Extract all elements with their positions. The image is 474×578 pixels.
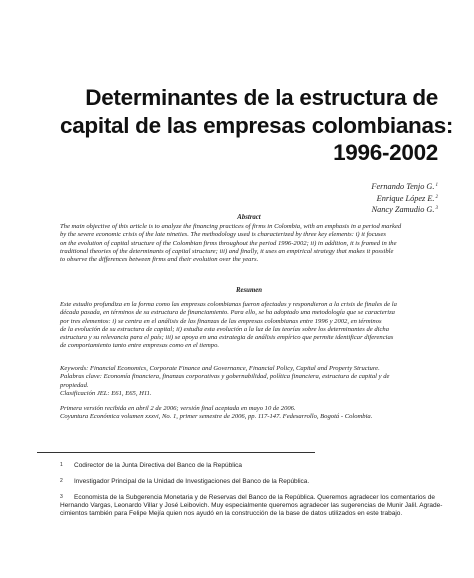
text-line: Palabras clave: Economía financiera, finanzas corporativas y gobernabilidad, política financiera, estructura de capital y de (60, 373, 390, 381)
text-line: estructura y su relevancia para el país; iii) se apoya en una estrategia de análisis empírico que permite identificar diferencias (60, 334, 394, 342)
abstract-body (60, 223, 438, 264)
text-line: cimientos también para Felipe Mejía quien nos ayudó en la construcción de la base de datos utilizados en este trabajo. (60, 510, 403, 518)
text-line: on the evolution of capital structure of the Colombian firms throughout the period 1996-2002; ii) in addition, it is framed in the (60, 239, 397, 247)
publication-dates (60, 405, 438, 422)
footnote-text: Codirector de la Junta Directiva del Banco de la República (74, 462, 243, 469)
text-line: Economista de la Subgerencia Monetaria y de Reservas del Banco de la República. Queremos agradecer los comentarios de (74, 494, 435, 501)
footnote-marker[interactable]: 3 (435, 206, 438, 212)
author-entry (371, 181, 438, 193)
text-line: traditional theories of the determinants of capital structure; iii) and finally, it uses an empirical strategy that makes it possible (60, 247, 394, 255)
footnote-number: 2 (60, 478, 63, 484)
author-name: Nancy Zamudio G. (371, 205, 435, 215)
footnote-text: Investigador Principal de la Unidad de Investigaciones del Banco de la República. (74, 478, 310, 485)
footnote-marker[interactable]: 2 (435, 194, 438, 200)
text-line: década pasada, en términos de su estructura de financiamiento. Para ello, se ha adoptado una metodología que se caracteriza (60, 309, 395, 317)
footnote-divider (37, 452, 315, 453)
author-name: Enrique López E. (376, 193, 435, 203)
text-line: por tres elementos: i) se centra en el análisis de las finanzas de las empresas colombianas entre 1996 y 2002, en términos (60, 317, 382, 325)
footnote-text (60, 494, 443, 519)
resumen-body (60, 301, 438, 351)
text-line: Este estudio profundiza en la forma como las empresas colombianas fueron afectadas y respondieron a la crisis de finales de la (60, 301, 397, 308)
text-line: Primera versión recibida en abril 2 de 2006; versión final aceptada en mayo 10 de 2006. (60, 405, 296, 412)
author-name: Fernando Tenjo G. (371, 182, 435, 191)
text-line: Keywords: Financial Economics, Corporate Finance and Governance, Financial Policy, Capital and Property Structure. (60, 365, 380, 372)
title-line: capital de las empresas colombianas: (60, 112, 454, 138)
text-line: de comportamiento tanto entre empresas como en el tiempo. (60, 342, 220, 350)
text-line: The main objective of this article is to analyze the financing practices of firms in Colombia, with an emphasis in a period marked (60, 223, 402, 230)
author-entry (371, 193, 438, 205)
text-line: Coyuntura Económica volumen xxxvi, No. 1, primer semestre de 2006, pp. 117-147. Fedesarrollo, Bogotá - Colombia. (60, 413, 373, 421)
article-title (60, 84, 454, 167)
text-line: Clasificación JEL: E61, E65, H11. (60, 389, 152, 397)
text-line: de la evolución de su estructura de capital; ii) estudia esta evolución a la luz de las teorías sobre los determinantes de dicha (60, 325, 390, 333)
resumen-heading: Resumen (235, 287, 263, 294)
abstract-heading: Abstract (237, 214, 261, 221)
text-line: propiedad. (60, 381, 89, 389)
text-line: to observe the differences between firms and their evolution over the years. (60, 256, 259, 264)
title-line: Determinantes de la estructura de (85, 85, 438, 110)
text-line: Hernando Vargas, Leonardo Villar y José Leibovich. Muy especialmente queremos agradecer las sugerencias de Munir Jalil. Agrade- (60, 502, 443, 510)
footnote-marker[interactable]: 1 (435, 183, 438, 188)
author-list (371, 181, 438, 216)
text-line: by the severe economic crisis of the late nineties. The methodology used is characterized by three key elements: i) it focuses (60, 231, 386, 239)
footnote-number: 3 (60, 494, 63, 500)
keywords-block (60, 365, 438, 398)
title-line: 1996-2002 (333, 140, 438, 165)
footnote-number: 1 (60, 462, 63, 468)
